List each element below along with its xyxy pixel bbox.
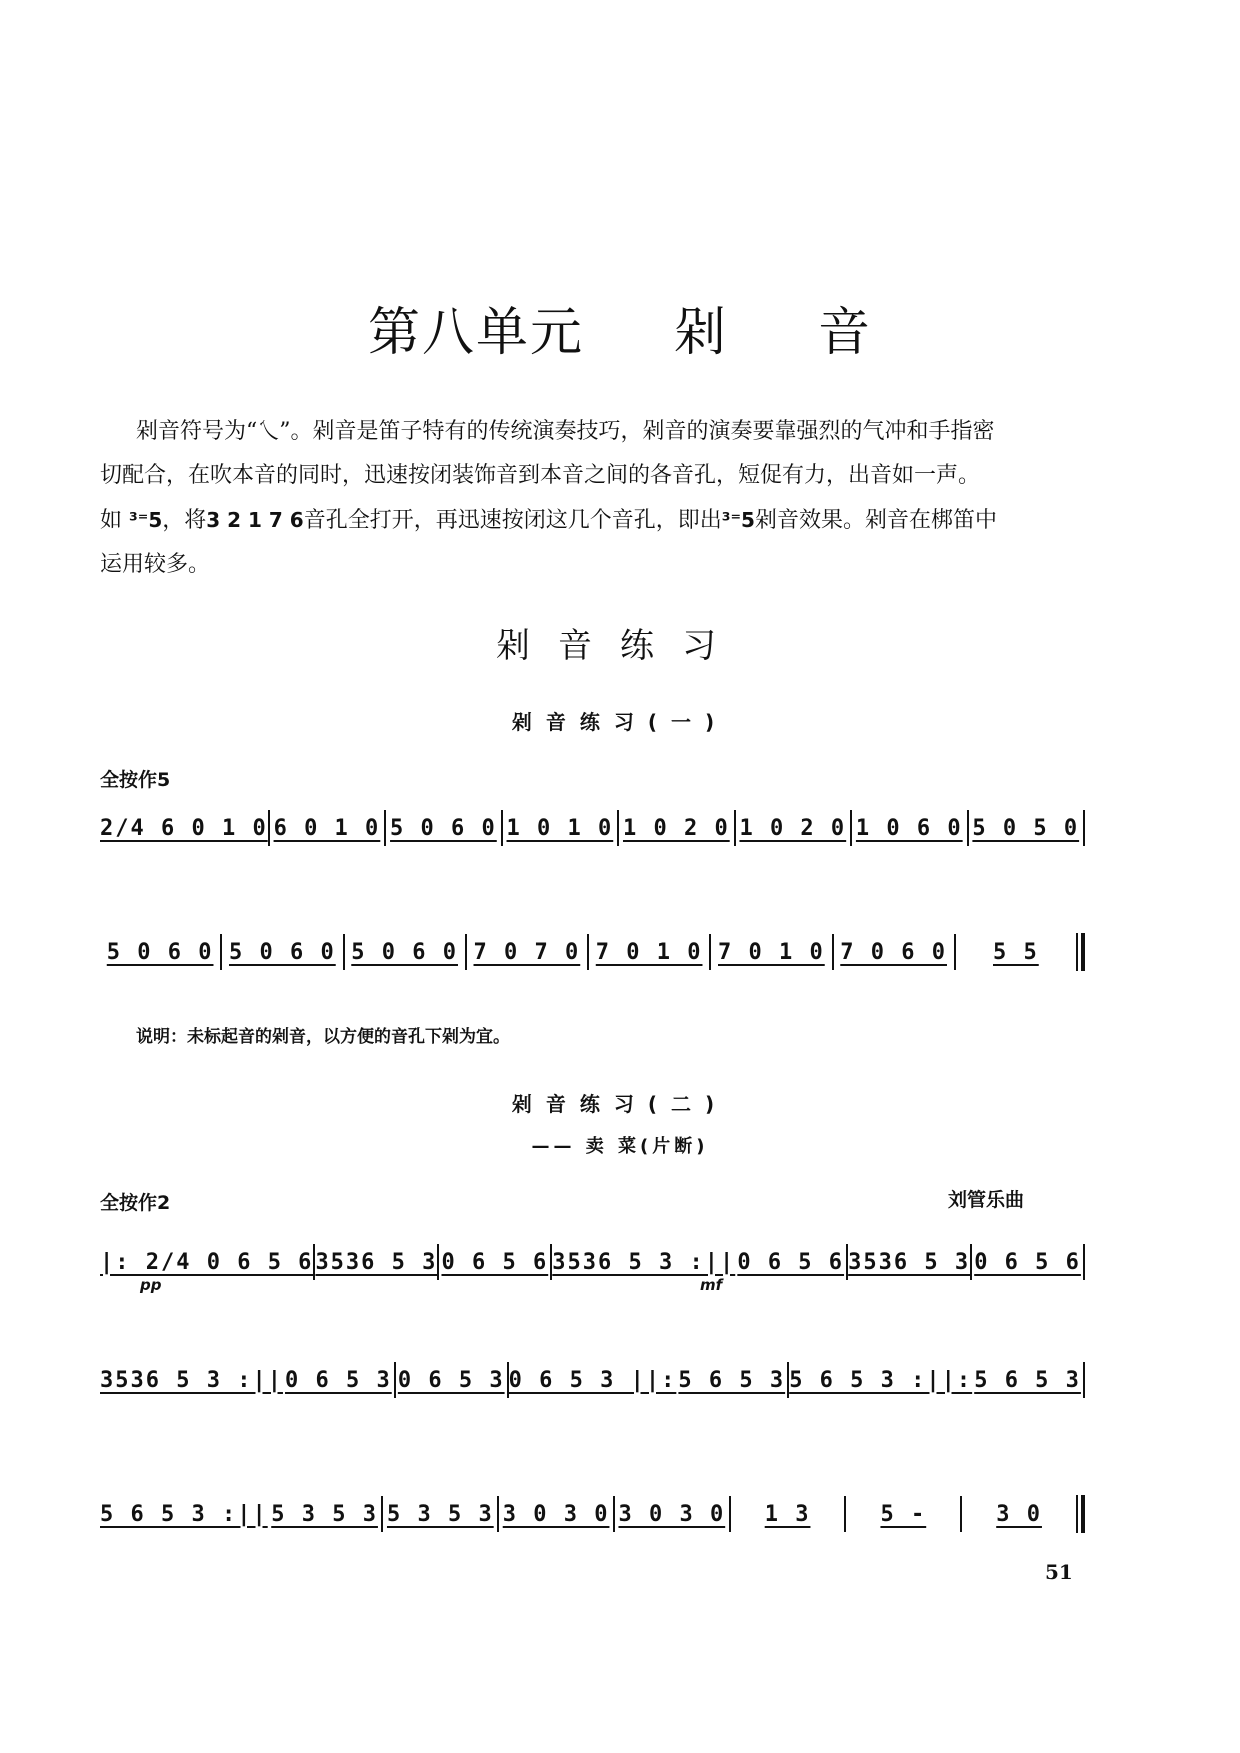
exercise1-tuning: 全按作5	[100, 769, 171, 791]
measure: 2/4 6 0 1 0	[100, 815, 268, 841]
barline	[1083, 1362, 1085, 1398]
measure: 5 0 6 0	[390, 815, 497, 841]
measure: 0 6 5 3	[285, 1367, 392, 1393]
measure: 3536 5 3 :||	[552, 1249, 736, 1275]
measure: 5 3 5 3	[386, 1501, 494, 1527]
barline	[1083, 810, 1085, 846]
measure: 3536 5 3	[848, 1249, 971, 1275]
title-part-yin: 音	[818, 303, 873, 363]
dynamic-mf: mf	[700, 1276, 723, 1294]
exercise2-tuning: 全按作2	[100, 1192, 171, 1214]
hole-numbers: 3 2 1 7 6	[206, 508, 304, 532]
measure: 3 0	[996, 1501, 1042, 1527]
intro-line-4: 运用较多。	[100, 552, 211, 577]
measure: 0 6 5 6	[974, 1249, 1081, 1275]
grace-note-example-2: ³⁼5	[721, 508, 755, 532]
page-title	[0, 290, 1240, 365]
measure: 7 0 1 0	[718, 939, 825, 965]
measure: 7 0 7 0	[473, 939, 581, 965]
exercise2-staff-row-2	[100, 1360, 1085, 1400]
exercise2-composer: 刘管乐曲	[948, 1189, 1025, 1211]
measure: 3 0 3 0	[618, 1501, 726, 1527]
exercise2-staff-row-3	[100, 1494, 1085, 1534]
title-part-duo: 剁	[673, 303, 728, 363]
intro-line-1: 剁音符号为“乀”。剁音是笛子特有的传统演奏技巧，剁音的演奏要靠强烈的气冲和手指密	[136, 419, 995, 444]
intro-line-3c: 音孔全打开，再迅速按闭这几个音孔，即出	[303, 508, 722, 533]
barline	[1083, 1244, 1085, 1280]
exercise1-title: 剁音练习(一)	[511, 710, 729, 734]
measure: 3536 5 3	[315, 1249, 438, 1275]
measure: 3 0 3 0	[502, 1501, 610, 1527]
measure: 1 0 1 0	[506, 815, 614, 841]
measure: 5 0 6 0	[229, 939, 336, 965]
final-barline	[1076, 933, 1085, 971]
dynamic-pp: pp	[140, 1276, 162, 1294]
intro-line-3b: ，将	[162, 508, 207, 533]
exercise2-staff-row-1	[100, 1242, 1085, 1282]
measure: 5 6 5 3 :||:	[789, 1367, 973, 1393]
intro-line-3d: 剁音效果。剁音在梆笛中	[754, 508, 997, 533]
section-title: 剁音练习	[496, 626, 744, 666]
exercise2-subtitle: —— 卖 菜(片断)	[531, 1136, 709, 1157]
measure: 5 6 5 3	[974, 1367, 1081, 1393]
page-number: 51	[1045, 1560, 1073, 1584]
measure: 5 6 5 3	[678, 1367, 786, 1393]
intro-paragraph	[100, 410, 1090, 587]
intro-line-2: 切配合，在吹本音的同时，迅速按闭装饰音到本音之间的各音孔，短促有力，出音如一声。	[100, 463, 981, 488]
grace-note-example: ³⁼5	[129, 508, 163, 532]
measure: 5 6 5 3 :||	[100, 1501, 268, 1527]
measure: 5 3 5 3	[271, 1501, 378, 1527]
exercise1-note: 说明：未标起音的剁音，以方便的音孔下剁为宜。	[136, 1027, 510, 1047]
measure: 7 0 6 0	[840, 939, 947, 965]
measure: 0 6 5 3	[397, 1367, 505, 1393]
intro-line-3	[100, 498, 1090, 543]
measure: 1 3	[764, 1501, 811, 1527]
measure: 1 0 6 0	[855, 815, 963, 841]
measure: 7 0 1 0	[595, 939, 703, 965]
measure: 6 0 1 0	[273, 815, 381, 841]
measure: 3536 5 3 :||	[100, 1367, 283, 1393]
title-part-unit: 第八单元	[367, 303, 584, 363]
measure: 5 -	[880, 1501, 927, 1527]
measure: 0 6 5 6	[737, 1249, 845, 1275]
measure: 5 0 6 0	[106, 939, 214, 965]
exercise1-staff-row-1	[100, 808, 1085, 848]
final-barline	[1076, 1495, 1085, 1533]
measure: 5 0 5 0	[972, 815, 1080, 841]
measure: 0 6 5 3 ||:	[508, 1367, 677, 1393]
measure: 1 0 2 0	[622, 815, 730, 841]
intro-line-3a: 如	[100, 508, 123, 533]
measure: |: 2/4 0 6 5 6	[100, 1249, 314, 1275]
measure: 0 6 5 6	[441, 1249, 549, 1275]
exercise2-title: 剁音练习(二)	[511, 1092, 729, 1116]
exercise1-staff-row-2	[100, 932, 1085, 972]
measure: 5 0 6 0	[351, 939, 458, 965]
measure: 1 0 2 0	[739, 815, 847, 841]
measure: 5 5	[993, 939, 1039, 965]
